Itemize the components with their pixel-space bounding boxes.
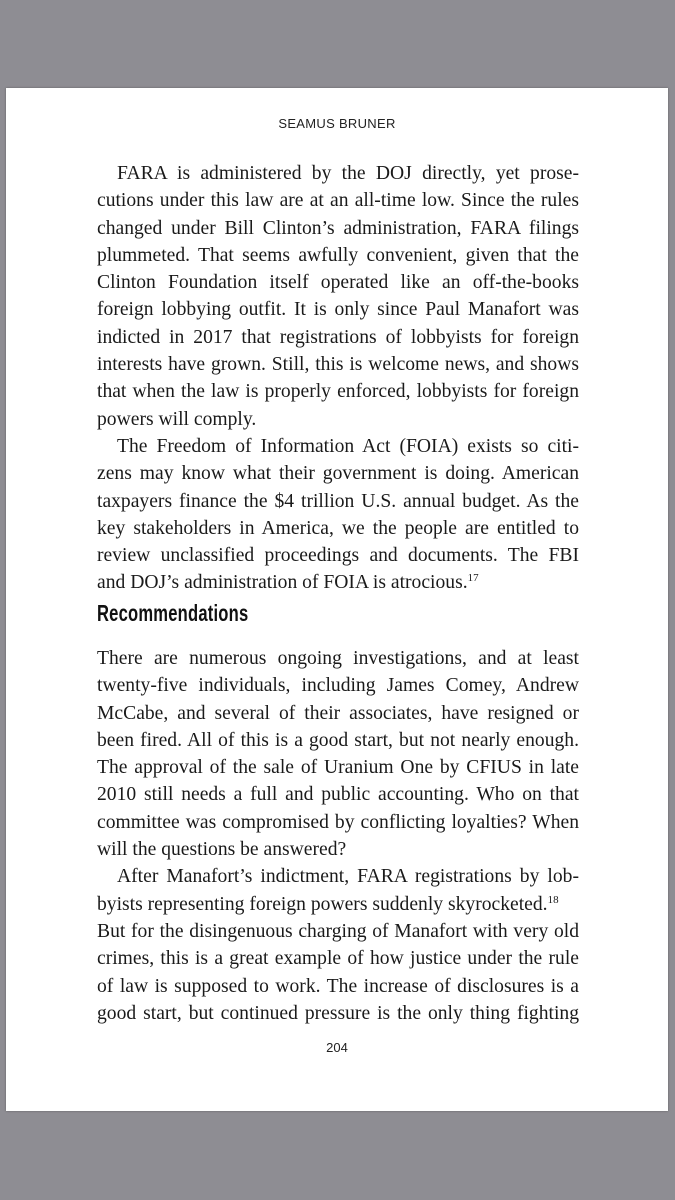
text-line: McCabe, and several of their associates, have resigned or (97, 702, 579, 724)
text-line: been fired. All of this is a good start, but not nearly enough. (97, 729, 579, 751)
text-line: good start, but continued pressure is the only thing fighting (97, 1002, 579, 1024)
text-line: of law is supposed to work. The increase of disclosures is a (97, 975, 579, 997)
text-line: byists representing foreign powers suddenly skyrocketed. (97, 893, 548, 915)
text-line: that when the law is properly enforced, lobbyists for foreign (97, 381, 579, 403)
text-line: cutions under this law are at an all-time low. Since the rules (97, 190, 579, 212)
text-line: crimes, this is a great example of how justice under the rule (97, 948, 579, 970)
page-number: 204 (326, 1040, 348, 1055)
text-line: The approval of the sale of Uranium One by CFIUS in late (97, 757, 579, 779)
paragraph-recommendations (97, 645, 579, 1027)
text-line: 2010 still needs a full and public accounting. Who on that (97, 784, 579, 806)
text-line-with-footnote (97, 569, 579, 596)
text-line: and DOJ’s administration of FOIA is atrocious. (97, 572, 468, 594)
running-header: SEAMUS BRUNER (278, 116, 396, 131)
text-line: FARA is administered by the DOJ directly, yet prose- (117, 163, 579, 184)
text-line: powers will comply. (97, 408, 257, 430)
text-line: Clinton Foundation itself operated like an off-the-books (97, 272, 579, 294)
text-line: review unclassified proceedings and documents. The FBI (97, 545, 579, 567)
text-line: The Freedom of Information Act (FOIA) exists so citi- (117, 435, 579, 457)
text-line: key stakeholders in America, we the people are entitled to (97, 517, 579, 539)
text-line: will the questions be answered? (97, 839, 347, 861)
text-line: indicted in 2017 that registrations of lobbyists for foreign (97, 326, 579, 348)
text-line: committee was compromised by conflicting loyalties? When (97, 811, 579, 833)
text-line: There are numerous ongoing investigations, and at least (97, 648, 579, 669)
text-line: plummeted. That seems awfully convenient, given that the (97, 244, 579, 266)
book-page (6, 88, 668, 1111)
text-line-with-footnote (97, 891, 579, 918)
text-line: twenty-five individuals, including James Comey, Andrew (97, 675, 579, 697)
text-line: taxpayers finance the $4 trillion U.S. annual budget. As the (97, 490, 579, 512)
text-line: changed under Bill Clinton’s administration, FARA filings (97, 217, 579, 239)
text-line: zens may know what their government is doing. American (97, 463, 579, 485)
footnote-ref-17[interactable]: 17 (467, 572, 479, 585)
section-heading: Recommendations (97, 600, 249, 626)
paragraph-fara (97, 160, 579, 597)
text-line: interests have grown. Still, this is welcome news, and shows (97, 354, 579, 376)
text-line: foreign lobbying outfit. It is only since Paul Manafort was (97, 299, 579, 321)
text-line: After Manafort’s indictment, FARA registrations by lob- (117, 866, 579, 888)
text-line: But for the disingenuous charging of Manafort with very old (97, 920, 579, 942)
footnote-ref-18[interactable]: 18 (547, 893, 559, 906)
